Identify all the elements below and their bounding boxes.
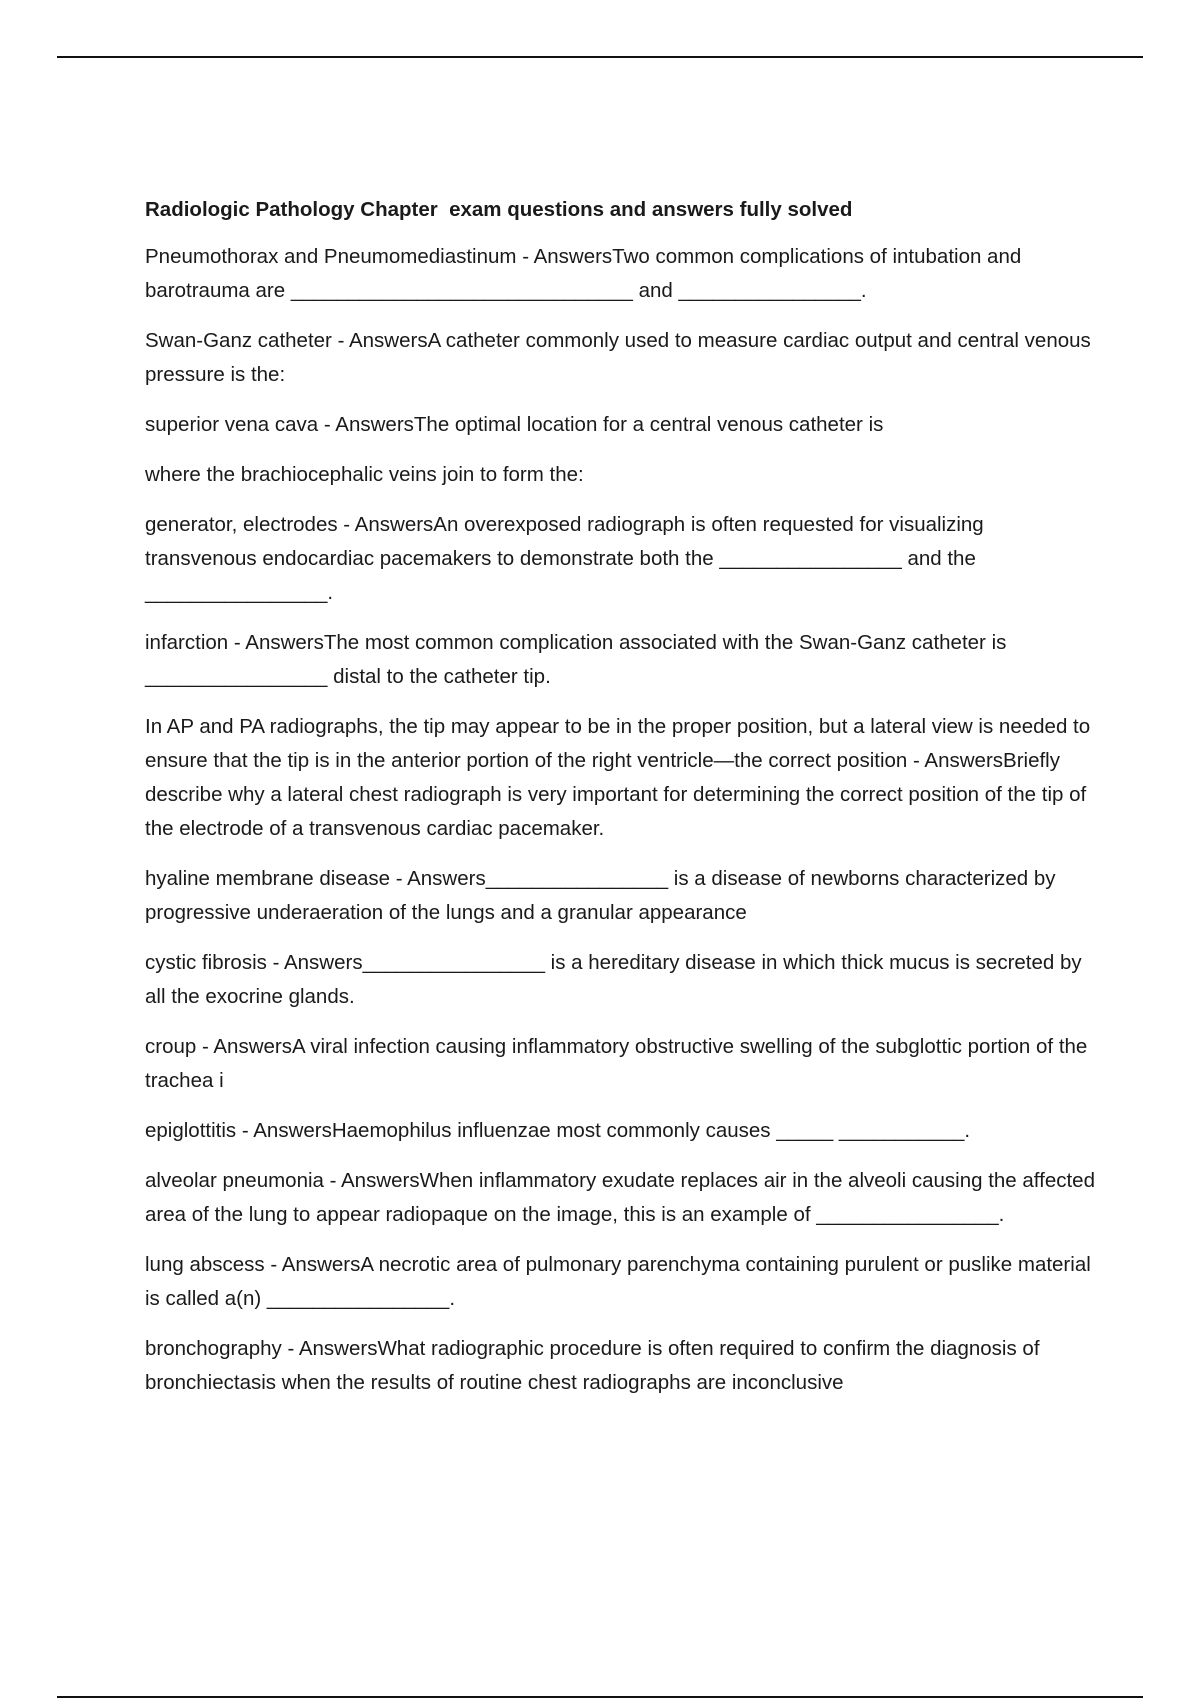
header-rule [57,56,1143,58]
document-body [145,196,1101,1416]
qa-paragraph: generator, electrodes - AnswersAn overexposed radiograph is often requested for visualizing transvenous endocardiac pacemakers to demonstrate both the ________________ and the ________________. [145,513,990,604]
qa-paragraph: In AP and PA radiographs, the tip may appear to be in the proper position, but a lateral view is needed to ensure that the tip is in the anterior portion of the right ventricle—the correct position - AnswersBriefly describe why a lateral chest radiograph is very important for determining the correct position of the tip of the electrode of a transvenous cardiac pacemaker. [145,715,1096,840]
qa-paragraph: Pneumothorax and Pneumomediastinum - AnswersTwo common complications of intubation and barotrauma are ______________________________ and ________________. [145,245,1027,302]
qa-paragraph: cystic fibrosis - Answers________________ is a hereditary disease in which thick mucus is secreted by all the exocrine glands. [145,951,1088,1008]
qa-paragraph: epiglottitis - AnswersHaemophilus influenzae most commonly causes _____ ___________. [145,1119,971,1142]
footer-rule [57,1696,1143,1698]
document-title: Radiologic Pathology Chapter exam questions and answers fully solved [145,198,853,221]
qa-paragraph: bronchography - AnswersWhat radiographic procedure is often required to confirm the diagnosis of bronchiectasis when the results of routine chest radiographs are inconclusive [145,1337,1046,1394]
qa-paragraph: croup - AnswersA viral infection causing inflammatory obstructive swelling of the subglottic portion of the trachea i [145,1035,1094,1092]
qa-paragraph: where the brachiocephalic veins join to form the: [145,463,584,486]
qa-paragraph: hyaline membrane disease - Answers________________ is a disease of newborns characterized by progressive underaeration of the lungs and a granular appearance [145,867,1062,924]
qa-paragraph: superior vena cava - AnswersThe optimal location for a central venous catheter is [145,413,884,436]
qa-paragraph: lung abscess - AnswersA necrotic area of pulmonary parenchyma containing purulent or puslike material is called a(n) ________________. [145,1253,1097,1310]
qa-paragraph: alveolar pneumonia - AnswersWhen inflammatory exudate replaces air in the alveoli causing the affected area of the lung to appear radiopaque on the image, this is an example of ________________. [145,1169,1101,1226]
qa-paragraph: infarction - AnswersThe most common complication associated with the Swan-Ganz catheter is ________________ distal to the catheter tip. [145,631,1013,688]
qa-paragraph: Swan-Ganz catheter - AnswersA catheter commonly used to measure cardiac output and central venous pressure is the: [145,329,1097,386]
